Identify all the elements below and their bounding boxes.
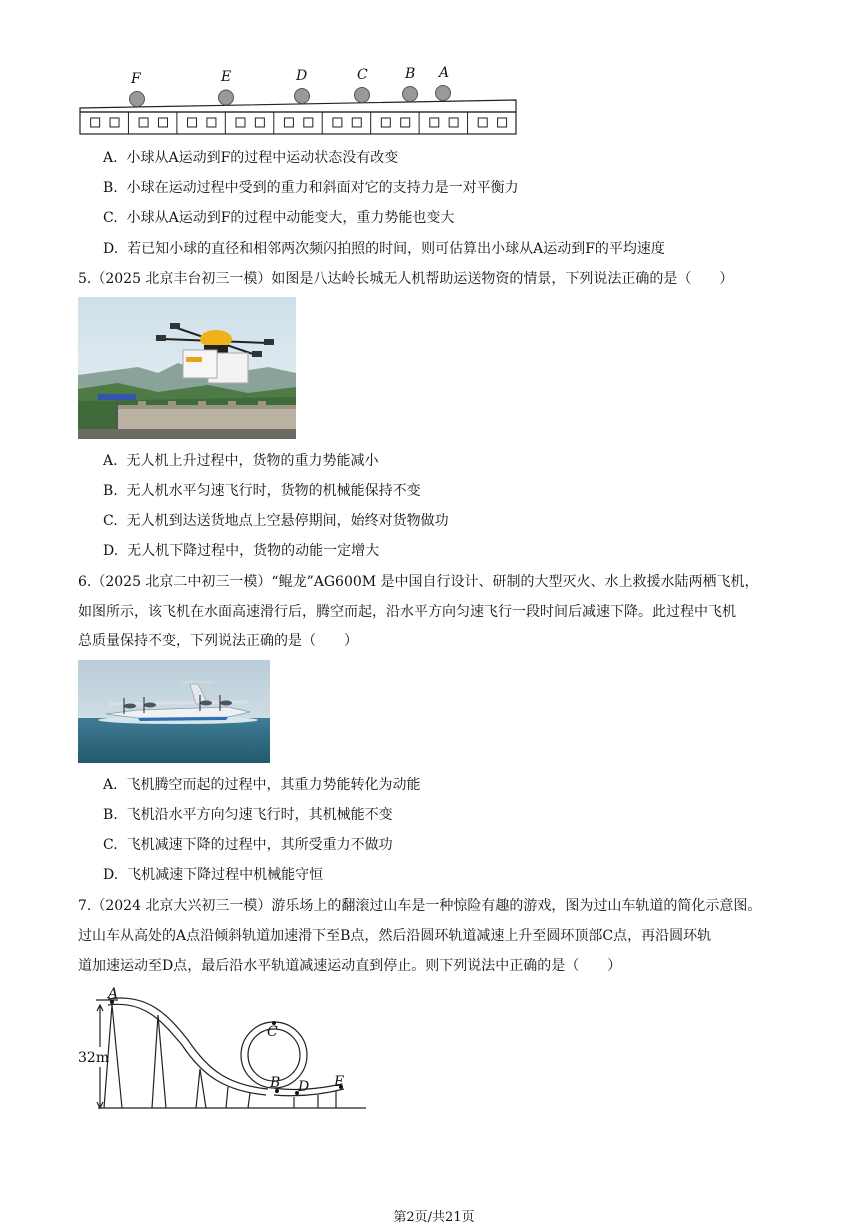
strip-square (207, 118, 216, 127)
q6-stem-line-1: 6.（2025 北京二中初三一模）“鲲龙”AG600M 是中国自行设计、研制的大型灭火、水上救援水陆两栖飞机， (78, 574, 759, 590)
label-a: A (439, 65, 450, 81)
q6-option-a[interactable]: A. 飞机腾空而起的过程中，其重力势能转化为动能 (103, 777, 421, 793)
strip-square (449, 118, 458, 127)
label-e: E (221, 69, 232, 85)
q6-stem-line-2: 如图所示，该飞机在水面高速滑行后，腾空而起，沿水平方向匀速飞行一段时间后减速下降。此过程中飞机 (78, 604, 736, 620)
ball-e (219, 90, 234, 105)
strip-square (91, 118, 100, 127)
label-b: B (270, 1075, 281, 1091)
q4-option-b[interactable]: B. 小球在运动过程中受到的重力和斜面对它的支持力是一对平衡力 (103, 180, 519, 196)
strip-square (498, 118, 507, 127)
q4-incline-figure (78, 62, 520, 138)
q6-seaplane-photo (78, 660, 270, 763)
strip-square (110, 118, 119, 127)
strip-square (236, 118, 245, 127)
q5-drone-photo (78, 297, 296, 439)
q5-option-d[interactable]: D. 无人机下降过程中，货物的动能一定增大 (103, 543, 380, 559)
ball-a (436, 86, 451, 101)
ball-d (295, 89, 310, 104)
ball-f (130, 92, 145, 107)
label-a: A (108, 986, 119, 1002)
label-b: B (405, 66, 416, 82)
q7-stem-line-2: 过山车从高处的A点沿倾斜轨道加速滑下至B点，然后沿圆环轨道减速上升至圆环顶部C点，再沿圆环轨 (78, 928, 712, 944)
strip-square (430, 118, 439, 127)
strip-square (401, 118, 410, 127)
strip-square (284, 118, 293, 127)
height-label: 32m (78, 1050, 110, 1066)
q6-option-c[interactable]: C. 飞机减速下降的过程中，其所受重力不做功 (103, 837, 393, 853)
q4-option-c[interactable]: C. 小球从A运动到F的过程中动能变大，重力势能也变大 (103, 210, 455, 226)
q5-option-a[interactable]: A. 无人机上升过程中，货物的重力势能减小 (103, 453, 379, 469)
q7-roller-coaster-figure (78, 985, 370, 1113)
strip-square (352, 118, 361, 127)
strip-square (139, 118, 148, 127)
strip-square (333, 118, 342, 127)
label-d: D (296, 68, 308, 84)
q7-stem-line-1: 7.（2024 北京大兴初三一模）游乐场上的翻滚过山车是一种惊险有趣的游戏，图为过山车轨道的简化示意图。 (78, 898, 762, 914)
strip-square (304, 118, 313, 127)
q4-option-d[interactable]: D. 若已知小球的直径和相邻两次频闪拍照的时间，则可估算出小球从A运动到F的平均速度 (103, 241, 665, 257)
label-d: D (298, 1079, 310, 1095)
q4-option-a[interactable]: A. 小球从A运动到F的过程中运动状态没有改变 (103, 150, 399, 166)
q6-option-d[interactable]: D. 飞机减速下降过程中机械能守恒 (103, 867, 324, 883)
q5-option-b[interactable]: B. 无人机水平匀速飞行时，货物的机械能保持不变 (103, 483, 421, 499)
label-f: F (131, 71, 141, 87)
strip-square (188, 118, 197, 127)
strip-square (255, 118, 264, 127)
ball-c (355, 88, 370, 103)
q6-stem-line-3: 总质量保持不变，下列说法正确的是（ ） (78, 633, 358, 649)
label-e: E (334, 1074, 345, 1090)
ball-b (403, 87, 418, 102)
q6-option-b[interactable]: B. 飞机沿水平方向匀速飞行时，其机械能不变 (103, 807, 393, 823)
label-c: C (357, 67, 368, 83)
q5-option-c[interactable]: C. 无人机到达送货地点上空悬停期间，始终对货物做功 (103, 513, 449, 529)
page-footer: 第2页/共21页 (393, 1210, 475, 1225)
label-c: C (267, 1024, 278, 1040)
strip-square (381, 118, 390, 127)
q7-stem-line-3: 道加速运动至D点，最后沿水平轨道减速运动直到停止。则下列说法中正确的是（ ） (78, 958, 622, 974)
q5-stem: 5.（2025 北京丰台初三一模）如图是八达岭长城无人机帮助运送物资的情景，下列说法正确的是（ ） (78, 271, 734, 287)
strip-square (158, 118, 167, 127)
strip-square (478, 118, 487, 127)
